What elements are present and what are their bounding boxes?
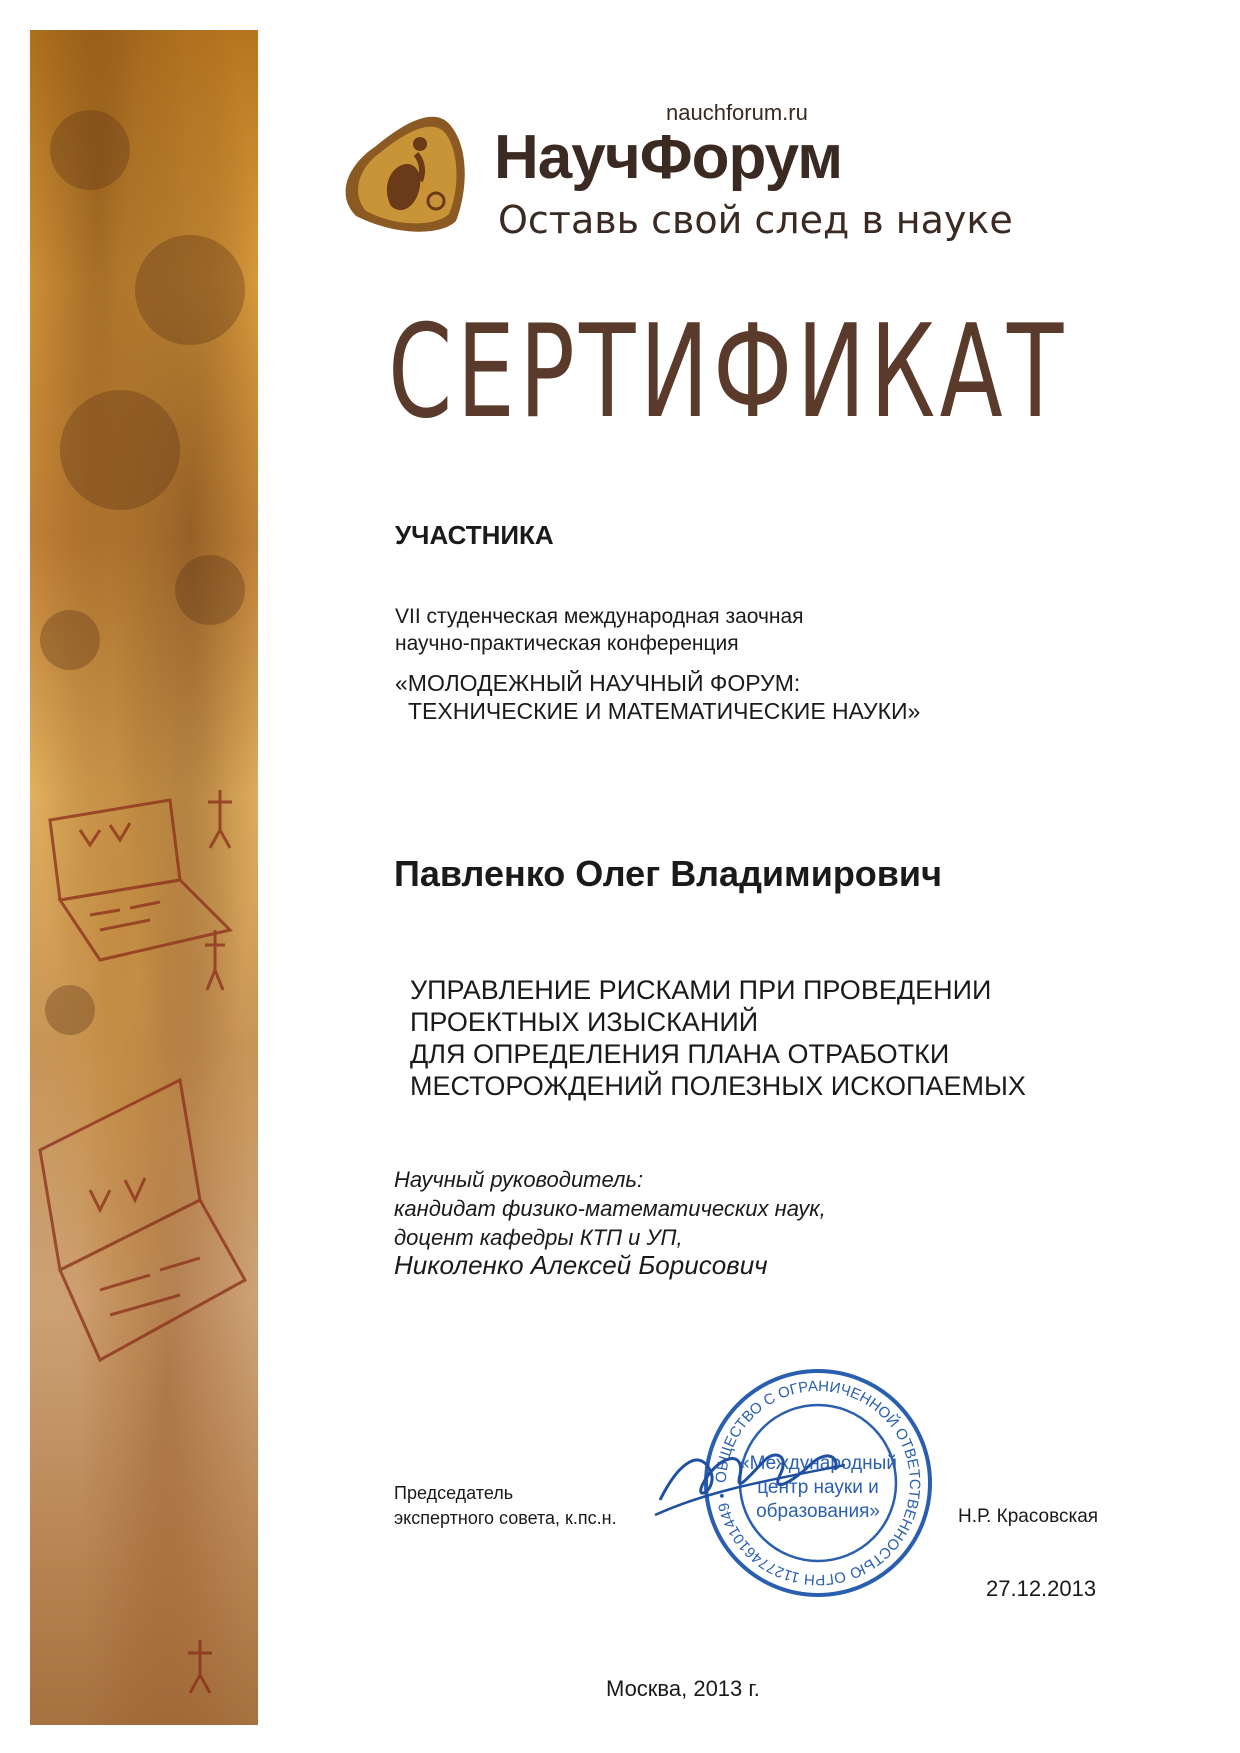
slogan: Оставь свой след в науке: [498, 198, 1013, 242]
stamp-center-line: центр науки и: [757, 1477, 879, 1498]
issue-date: 27.12.2013: [986, 1576, 1097, 1601]
supervisor-line: Научный руководитель:: [394, 1167, 644, 1192]
chair-title: Председатель: [394, 1483, 514, 1503]
topic-line: МЕСТОРОЖДЕНИЙ ПОЛЕЗНЫХ ИСКОПАЕМЫХ: [410, 1071, 1026, 1101]
supervisor-name: Николенко Алексей Борисович: [394, 1250, 768, 1280]
signature: [650, 1420, 850, 1530]
certificate-title: СЕРТИФИКАТ: [388, 298, 1068, 447]
supervisor-line: доцент кафедры КТП и УП,: [394, 1225, 683, 1250]
topic-line: УПРАВЛЕНИЕ РИСКАМИ ПРИ ПРОВЕДЕНИИ: [410, 975, 992, 1005]
chair-title: экспертного совета, к.пс.н.: [394, 1508, 617, 1528]
site-url: nauchforum.ru: [666, 100, 808, 125]
stamp-center-line: «Международный: [739, 1453, 897, 1474]
footprint-stone-icon: [336, 106, 472, 242]
conference-name: ТЕХНИЧЕСКИЕ И МАТЕМАТИЧЕСКИЕ НАУКИ»: [408, 698, 921, 724]
supervisor-line: кандидат физико-математических наук,: [394, 1196, 826, 1221]
conference-line: VII студенческая международная заочная: [395, 605, 804, 628]
signer-name: Н.Р. Красовская: [958, 1506, 1099, 1527]
stamp-outer-text: ОБЩЕСТВО С ОГРАНИЧЕННОЙ ОТВЕТСТВЕННОСТЬЮ ОГРН 1127746101449 •: [712, 1377, 924, 1589]
conference-name: «МОЛОДЕЖНЫЙ НАУЧНЫЙ ФОРУМ:: [395, 670, 801, 696]
rock-art-pattern: [30, 30, 258, 1725]
topic-line: ПРОЕКТНЫХ ИЗЫСКАНИЙ: [410, 1007, 759, 1037]
stamp-center-line: образования»: [756, 1501, 880, 1522]
decorative-strip: [30, 30, 258, 1725]
conference-line: научно-практическая конференция: [395, 632, 739, 655]
topic-line: ДЛЯ ОПРЕДЕЛЕНИЯ ПЛАНА ОТРАБОТКИ: [410, 1039, 950, 1069]
recipient-type: УЧАСТНИКА: [395, 520, 554, 550]
nauchforum-logo: [336, 106, 472, 242]
brand-name: НаучФорум: [494, 123, 843, 192]
participant-name: Павленко Олег Владимирович: [394, 853, 942, 894]
city-year: Москва, 2013 г.: [606, 1676, 760, 1701]
